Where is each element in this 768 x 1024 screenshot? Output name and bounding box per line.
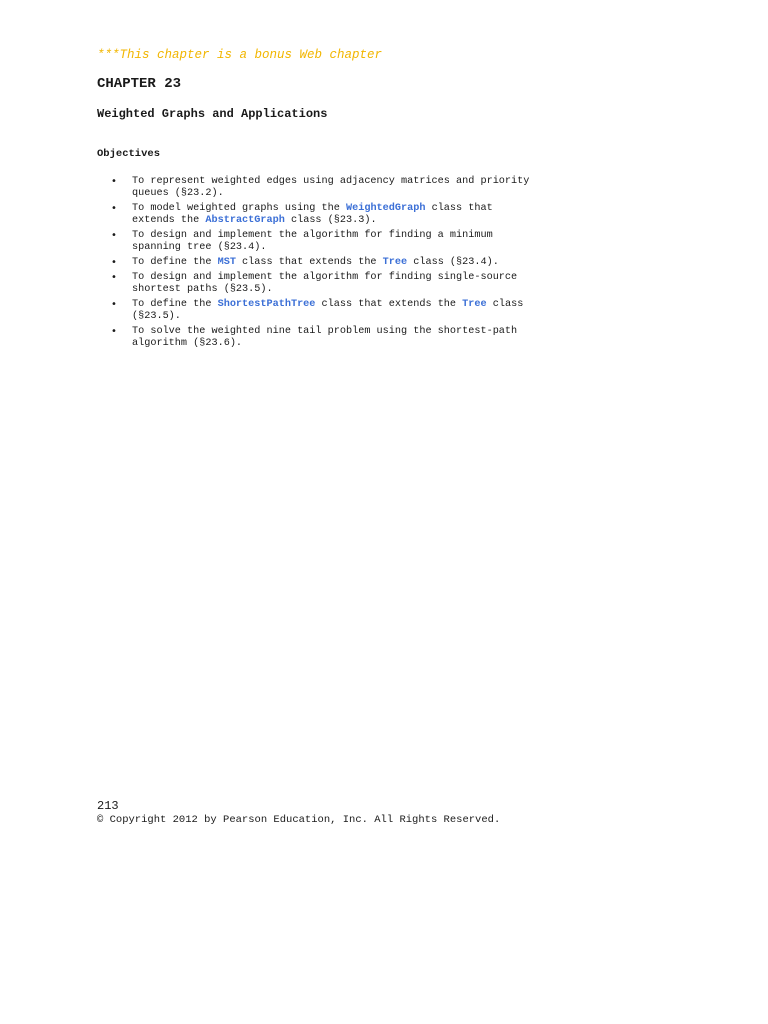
chapter-title: Weighted Graphs and Applications bbox=[97, 107, 328, 121]
objective-item bbox=[108, 326, 578, 350]
objective-text: class that bbox=[425, 203, 493, 214]
objective-line bbox=[132, 338, 578, 350]
objective-item bbox=[108, 257, 578, 269]
objective-line bbox=[132, 230, 578, 242]
bullet-icon: • bbox=[111, 325, 117, 337]
objective-text: To define the bbox=[132, 298, 218, 310]
code-term: Tree bbox=[462, 298, 487, 310]
objective-text: queues (§23.2). bbox=[132, 188, 224, 200]
bullet-icon: • bbox=[111, 176, 117, 187]
bullet-icon: • bbox=[111, 203, 117, 214]
code-term: WeightedGraph bbox=[345, 203, 426, 214]
bullet-icon: • bbox=[111, 257, 117, 268]
objective-item bbox=[108, 230, 578, 254]
objective-text: class (§23.4). bbox=[407, 257, 499, 268]
objective-text: class that extends the bbox=[235, 257, 383, 268]
bullet-icon: • bbox=[111, 230, 117, 241]
objective-item bbox=[108, 299, 578, 323]
objective-text: class (§23.3). bbox=[284, 215, 377, 227]
objective-line bbox=[132, 284, 578, 296]
code-term: Tree bbox=[382, 257, 408, 268]
objectives-list bbox=[108, 176, 578, 353]
bonus-chapter-note: ***This chapter is a bonus Web chapter bbox=[97, 48, 383, 62]
objective-text: To model weighted graphs using the bbox=[132, 203, 346, 214]
objective-item bbox=[108, 203, 578, 227]
objective-text: To design and implement the algorithm for finding a minimum bbox=[132, 230, 493, 241]
objective-text: To solve the weighted nine tail problem using the shortest-path bbox=[132, 325, 518, 337]
objective-line bbox=[132, 311, 578, 323]
chapter-label: CHAPTER 23 bbox=[97, 76, 182, 92]
objective-text: spanning tree (§23.4). bbox=[132, 242, 267, 254]
objective-text: shortest paths (§23.5). bbox=[132, 284, 273, 295]
objective-line bbox=[132, 176, 578, 188]
objective-text: class that extends the bbox=[315, 298, 463, 310]
objective-text: To define the bbox=[132, 257, 218, 268]
objectives-heading: Objectives bbox=[97, 148, 161, 160]
bullet-icon: • bbox=[111, 298, 117, 310]
objective-text: algorithm (§23.6). bbox=[132, 338, 243, 349]
objective-text: extends the bbox=[132, 215, 206, 227]
objective-line bbox=[132, 326, 578, 338]
objective-text: (§23.5). bbox=[132, 311, 181, 322]
objective-text: To represent weighted edges using adjacency matrices and priority bbox=[132, 176, 530, 187]
objective-line bbox=[132, 215, 578, 227]
bullet-icon: • bbox=[111, 271, 117, 283]
objective-item bbox=[108, 272, 578, 296]
objective-line bbox=[132, 188, 578, 200]
objective-line bbox=[132, 272, 578, 284]
objective-text: To design and implement the algorithm for finding single-source bbox=[132, 271, 518, 283]
code-term: MST bbox=[217, 257, 236, 268]
objective-line bbox=[132, 203, 578, 215]
code-term: AbstractGraph bbox=[205, 215, 285, 227]
code-term: ShortestPathTree bbox=[217, 298, 316, 310]
objective-line bbox=[132, 242, 578, 254]
copyright-notice: © Copyright 2012 by Pearson Education, Inc. All Rights Reserved. bbox=[97, 814, 501, 826]
page-number: 213 bbox=[97, 799, 119, 813]
objective-line bbox=[132, 257, 578, 269]
objective-text: class bbox=[486, 298, 524, 310]
objective-item bbox=[108, 176, 578, 200]
objective-line bbox=[132, 299, 578, 311]
